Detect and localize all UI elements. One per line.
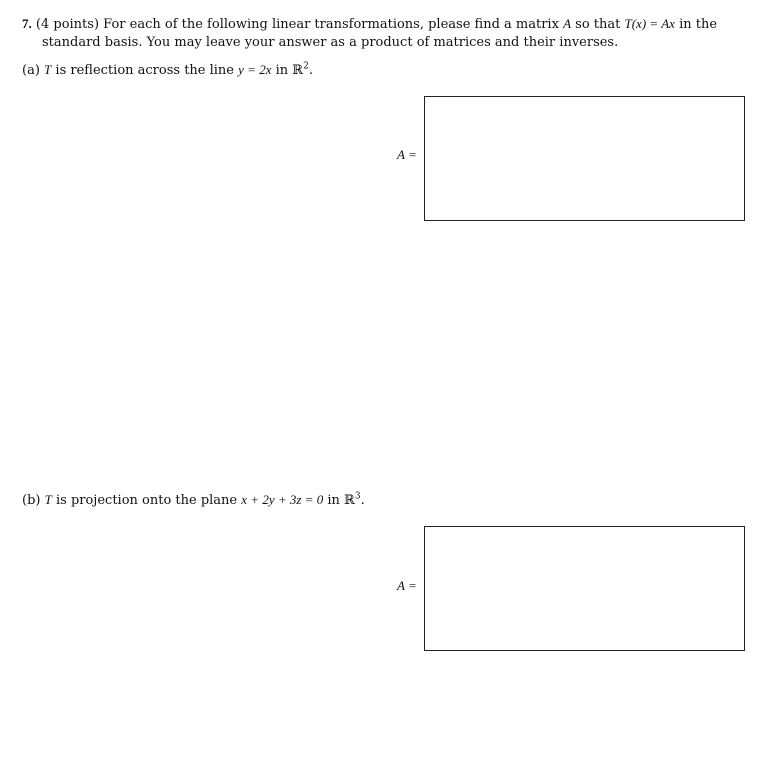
part-b-label: (b) xyxy=(22,493,41,508)
part-b-exponent: 3 xyxy=(354,491,361,502)
problem-intro: For each of the following linear transformations, please find a matrix xyxy=(103,17,559,32)
matrix-variable: A xyxy=(563,16,572,31)
part-b-answer-label: A = xyxy=(397,578,417,593)
part-a-text: is reflection across the line xyxy=(55,63,235,78)
part-a-prompt xyxy=(22,61,313,80)
part-a-period: . xyxy=(308,63,313,78)
part-b-answer-box[interactable] xyxy=(424,526,745,651)
part-b-period: . xyxy=(360,493,365,508)
part-a-exponent: 2 xyxy=(303,61,309,72)
problem-points: (4 points) xyxy=(35,17,100,32)
part-b-prompt xyxy=(22,491,365,510)
part-b-space: ℝ xyxy=(344,493,355,508)
part-b-T: T xyxy=(44,492,52,507)
part-b-equation: x + 2y + 3z = 0 xyxy=(241,492,324,507)
part-a-equation: y = 2x xyxy=(238,62,272,77)
part-a-space: ℝ xyxy=(292,63,304,78)
problem-rest: in the standard basis. You may leave your answer as a product of matrices and their inverses. xyxy=(42,17,718,50)
problem-statement xyxy=(22,15,761,52)
part-a-label: (a) xyxy=(22,63,40,78)
part-a-T: T xyxy=(44,62,52,77)
part-a-in: in xyxy=(275,63,289,78)
part-b-in: in xyxy=(327,493,340,508)
so-that-text: so that xyxy=(575,17,621,32)
part-b-text: is projection onto the plane xyxy=(55,493,238,508)
problem-number: 7. xyxy=(22,16,32,31)
transform-equation: T(x) = Ax xyxy=(624,16,675,31)
part-a-answer-label: A = xyxy=(397,147,417,162)
part-a-answer-box[interactable] xyxy=(424,96,745,221)
